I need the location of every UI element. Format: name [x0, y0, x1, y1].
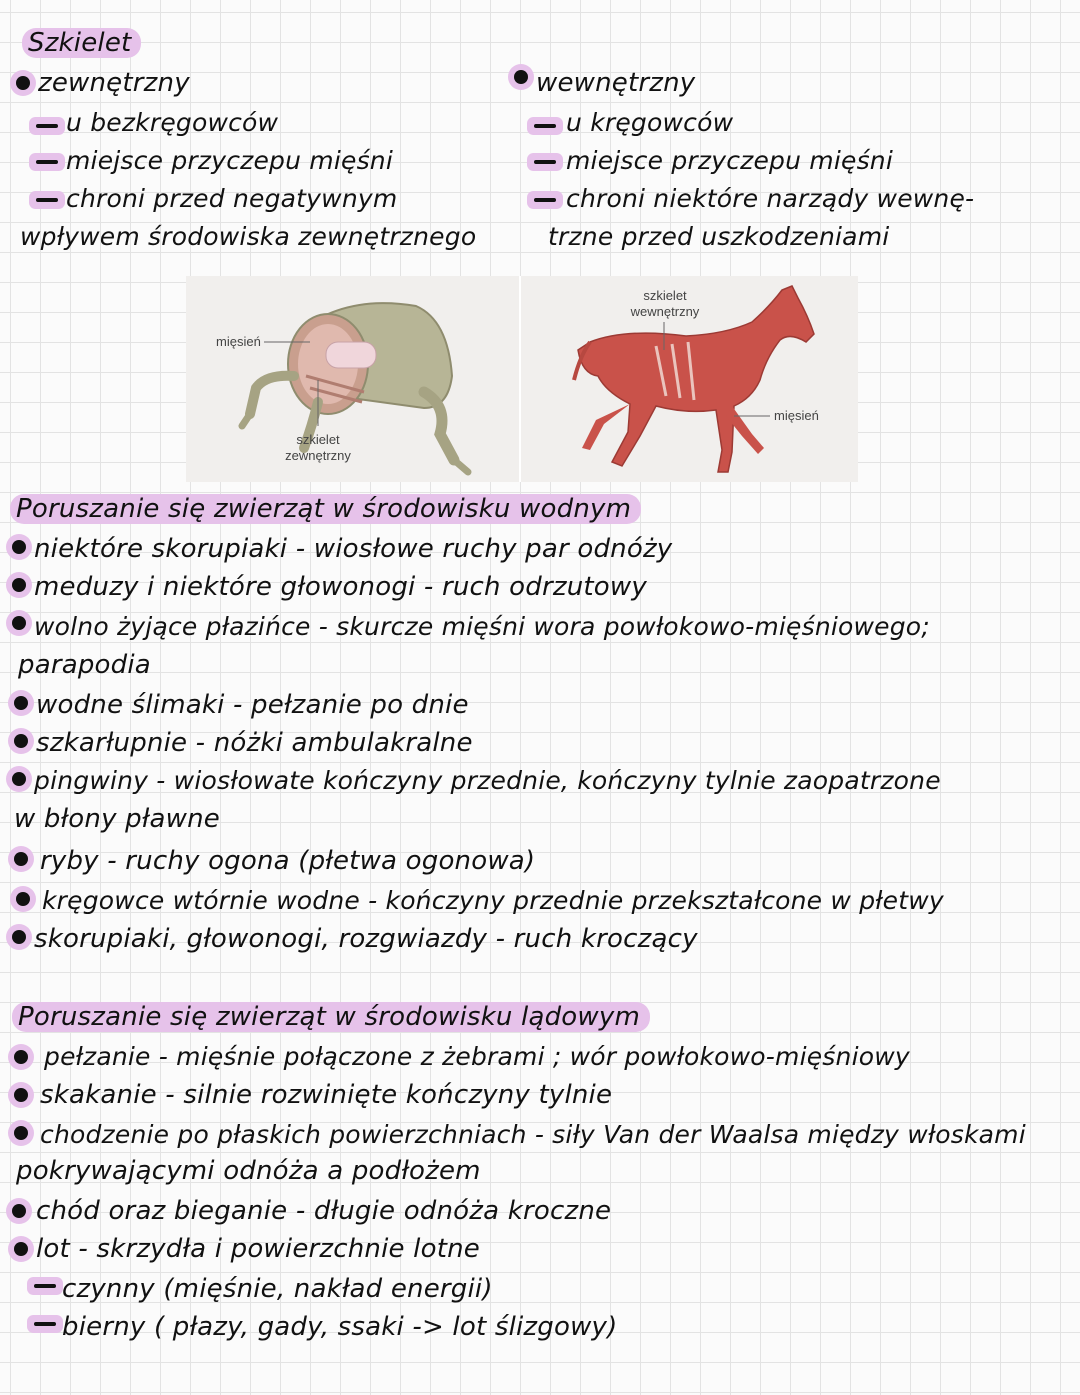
aquatic-item-1: niektóre skorupiaki - wiosłowe ruchy par odnóży	[34, 534, 673, 564]
terrestrial-item-3: chodzenie po płaskich powierzchniach - siły Van der Waalsa między włoskami	[40, 1120, 1026, 1149]
figure-divider	[519, 276, 521, 482]
internal-item-2: miejsce przyczepu mięśni	[566, 146, 893, 175]
figure-label-muscle-left: mięsień	[216, 334, 261, 349]
bullet-dot	[14, 1242, 28, 1256]
aquatic-item-6: pingwiny - wiosłowate kończyny przednie, kończyny tylnie zaopatrzone	[34, 766, 941, 795]
aquatic-item-3: wolno żyjące płazińce - skurcze mięśni wora powłokowo-mięśniowego;	[34, 612, 930, 641]
figure-label-exoskeleton: szkielet zewnętrzny	[285, 432, 351, 463]
aquatic-item-2: meduzy i niektóre głowonogi - ruch odrzutowy	[34, 572, 647, 602]
internal-item-3-continuation: trzne przed uszkodzeniami	[548, 222, 890, 251]
aquatic-item-9: skorupiaki, głowonogi, rozgwiazdy - ruch kroczący	[34, 924, 698, 954]
bullet-dot	[12, 772, 26, 786]
internal-item-3: chroni niektóre narządy wewnę-	[566, 184, 975, 213]
bullet-dot	[12, 1204, 26, 1218]
bullet-dot	[14, 1088, 28, 1102]
aquatic-item-3-continuation: parapodia	[18, 650, 151, 680]
bullet-dot	[14, 696, 28, 710]
external-item-1: u bezkręgowców	[66, 108, 279, 137]
terrestrial-item-3-continuation: pokrywającymi odnóża a podłożem	[16, 1156, 481, 1186]
terrestrial-item-4: chód oraz bieganie - długie odnóża kroczne	[36, 1196, 612, 1226]
section-title-aquatic-locomotion: Poruszanie się zwierząt w środowisku wodnym	[10, 494, 641, 524]
bullet-dot	[12, 540, 26, 554]
bullet-dot	[16, 76, 30, 90]
bullet-dot	[14, 734, 28, 748]
skeleton-figure	[186, 276, 858, 482]
bullet-dot	[12, 930, 26, 944]
aquatic-item-5: szkarłupnie - nóżki ambulakralne	[36, 728, 473, 758]
dash-marker	[34, 1284, 56, 1288]
bullet-dot	[514, 70, 528, 84]
dash-marker	[36, 124, 58, 128]
bullet-dot	[14, 852, 28, 866]
bullet-dot	[14, 1050, 28, 1064]
external-item-2: miejsce przyczepu mięśni	[66, 146, 393, 175]
flight-sub-item-active: czynny (mięśnie, nakład energii)	[62, 1274, 493, 1304]
internal-skeleton-heading: wewnętrzny	[536, 68, 696, 98]
dash-marker	[534, 124, 556, 128]
dash-marker	[36, 198, 58, 202]
bullet-dot	[14, 1126, 28, 1140]
aquatic-item-6-continuation: w błony pławne	[14, 804, 220, 834]
bullet-dot	[16, 892, 30, 906]
dash-marker	[34, 1322, 56, 1326]
aquatic-item-8: kręgowce wtórnie wodne - kończyny przednie przekształcone w płetwy	[42, 886, 944, 915]
exoskeleton-drawing	[242, 303, 468, 472]
dash-marker	[534, 160, 556, 164]
terrestrial-item-5: lot - skrzydła i powierzchnie lotne	[36, 1234, 480, 1264]
terrestrial-item-1: pełzanie - mięśnie połączone z żebrami ; wór powłokowo-mięśniowy	[44, 1042, 910, 1071]
flight-sub-item-passive: bierny ( płazy, gady, ssaki -> lot ślizgowy)	[62, 1312, 618, 1342]
aquatic-item-7: ryby - ruchy ogona (płetwa ogonowa)	[40, 846, 536, 876]
external-skeleton-heading: zewnętrzny	[38, 68, 190, 98]
dash-marker	[534, 198, 556, 202]
internal-item-1: u kręgowców	[566, 108, 734, 137]
dash-marker	[36, 160, 58, 164]
figure-label-endoskeleton: szkielet wewnętrzny	[630, 288, 700, 319]
external-item-3-continuation: wpływem środowiska zewnętrznego	[20, 222, 477, 251]
external-item-3: chroni przed negatywnym	[66, 184, 398, 213]
terrestrial-item-2: skakanie - silnie rozwinięte kończyny tylnie	[40, 1080, 613, 1110]
section-title-skeleton: Szkielet	[22, 28, 141, 58]
bullet-dot	[12, 616, 26, 630]
bullet-dot	[12, 578, 26, 592]
aquatic-item-4: wodne ślimaki - pełzanie po dnie	[36, 690, 469, 720]
section-title-terrestrial-locomotion: Poruszanie się zwierząt w środowisku lądowym	[12, 1002, 650, 1032]
figure-label-muscle-right: mięsień	[774, 408, 819, 423]
